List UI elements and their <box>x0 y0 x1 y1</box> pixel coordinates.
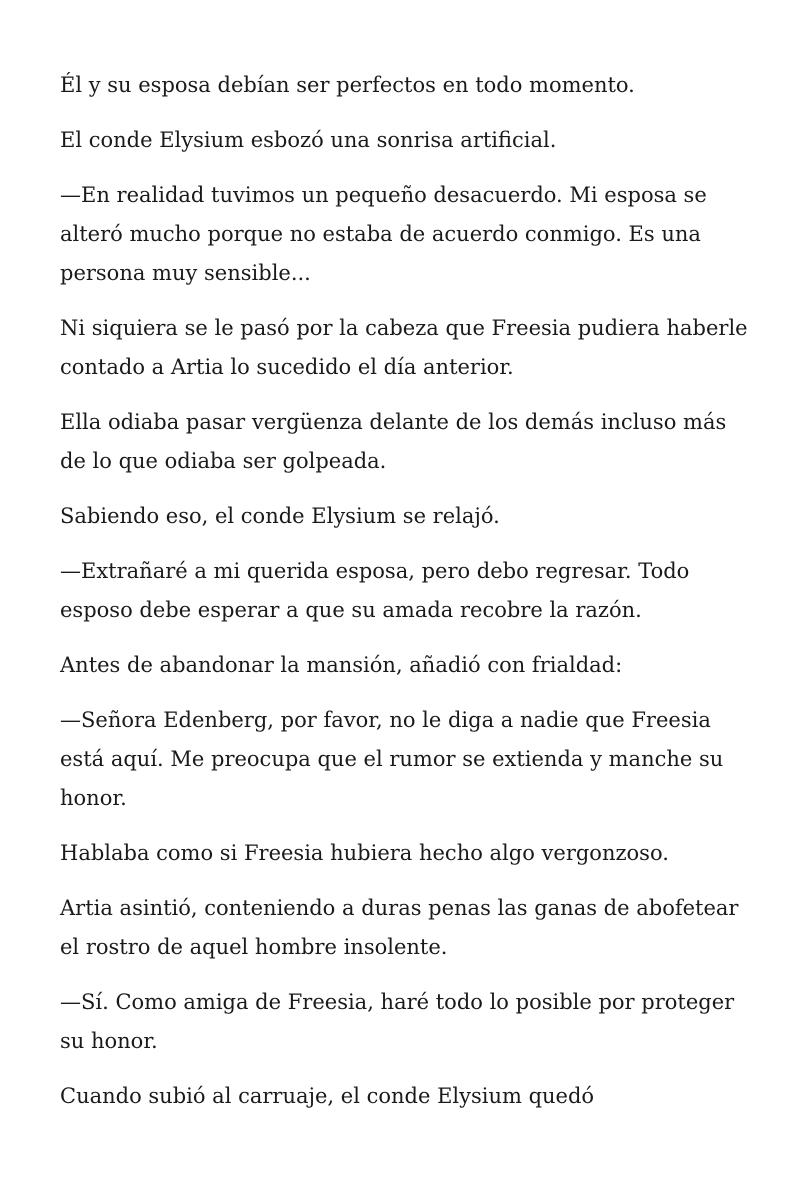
paragraph: El conde Elysium esbozó una sonrisa artificial. <box>60 128 557 152</box>
paragraph: Él y su esposa debían ser perfectos en todo momento. <box>60 73 635 97</box>
paragraph: —En realidad tuvimos un pequeño desacuerdo. Mi esposa se alteró mucho porque no estaba de acuerdo conmigo. Es una persona muy sensible... <box>60 183 707 285</box>
paragraph: —Sí. Como amiga de Freesia, haré todo lo posible por proteger su honor. <box>60 990 735 1053</box>
paragraph: Ni siquiera se le pasó por la cabeza que Freesia pudiera haberle contado a Artia lo sucedido el día anterior. <box>60 316 748 379</box>
paragraph: Sabiendo eso, el conde Elysium se relajó. <box>60 504 500 528</box>
paragraph: Artia asintió, conteniendo a duras penas las ganas de abofetear el rostro de aquel hombre insolente. <box>60 896 739 959</box>
paragraph: —Señora Edenberg, por favor, no le diga a nadie que Freesia está aquí. Me preocupa que el rumor se extienda y manche su honor. <box>60 708 724 810</box>
paragraph: Ella odiaba pasar vergüenza delante de los demás incluso más de lo que odiaba ser golpeada. <box>60 410 727 473</box>
paragraph: —Extrañaré a mi querida esposa, pero debo regresar. Todo esposo debe esperar a que su amada recobre la razón. <box>60 559 690 622</box>
book-page <box>60 66 750 1132</box>
paragraph: Antes de abandonar la mansión, añadió con frialdad: <box>60 653 623 677</box>
paragraph: Hablaba como si Freesia hubiera hecho algo vergonzoso. <box>60 841 669 865</box>
paragraph: Cuando subió al carruaje, el conde Elysium quedó <box>60 1084 595 1108</box>
